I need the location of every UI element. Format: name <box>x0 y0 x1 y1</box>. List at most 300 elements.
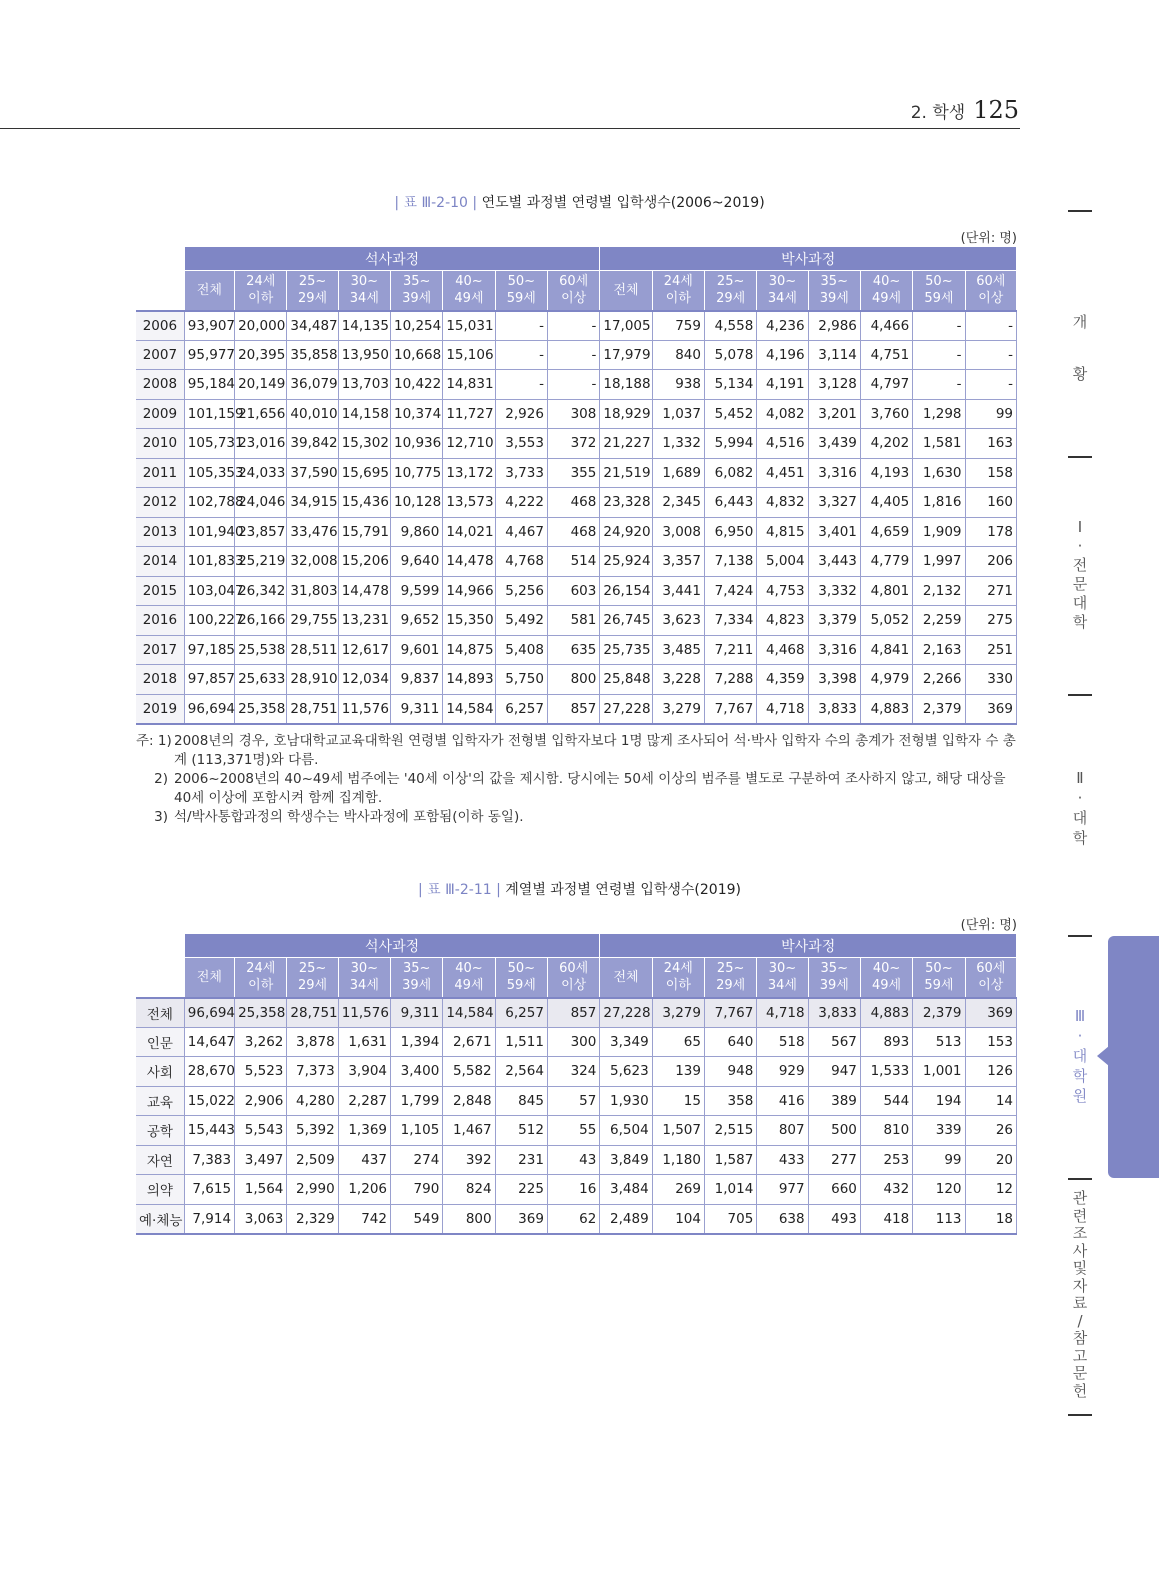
table-cell: 4,823 <box>757 606 808 636</box>
table-cell: 5,134 <box>704 370 756 400</box>
table-cell: 34,915 <box>287 488 338 518</box>
table-cell: 62 <box>547 1204 599 1234</box>
table-cell: 26,342 <box>235 576 287 606</box>
table-cell: 1,511 <box>495 1027 547 1057</box>
column-header: 25~ 29세 <box>704 958 756 998</box>
column-header: 35~ 39세 <box>391 271 443 311</box>
side-index-char: 개 <box>1072 313 1088 331</box>
table-cell: 3,228 <box>652 665 704 695</box>
table-cell: 2,329 <box>287 1204 338 1234</box>
row-header: 2013 <box>136 517 184 547</box>
table-cell: 32,008 <box>287 547 338 577</box>
table-cell: 518 <box>757 1027 808 1057</box>
table-cell: 21,519 <box>600 458 652 488</box>
table-cell: 437 <box>338 1145 390 1175</box>
table-cell: 104 <box>652 1204 704 1234</box>
table-cell: 4,280 <box>287 1086 338 1116</box>
table-cell: 1,631 <box>338 1027 390 1057</box>
table-cell: 1,533 <box>860 1057 912 1087</box>
table-cell: 3,849 <box>600 1145 652 1175</box>
table-cell: 4,779 <box>860 547 912 577</box>
table-cell: 1,037 <box>652 399 704 429</box>
table-cell: 3,485 <box>652 635 704 665</box>
row-header: 2015 <box>136 576 184 606</box>
table-cell: 2,379 <box>913 694 965 724</box>
table-cell: 759 <box>652 311 704 341</box>
table-cell: 9,311 <box>391 998 443 1028</box>
column-header: 40~ 49세 <box>443 271 495 311</box>
column-header: 35~ 39세 <box>808 271 860 311</box>
table-cell: 25,538 <box>235 635 287 665</box>
table-cell: 11,576 <box>338 998 390 1028</box>
table-cell: 840 <box>652 340 704 370</box>
table-cell: 4,659 <box>860 517 912 547</box>
table-row <box>136 311 1017 341</box>
table-cell: 4,359 <box>757 665 808 695</box>
table-cell: 57 <box>547 1086 599 1116</box>
table-cell: 15,022 <box>184 1086 234 1116</box>
table-cell: 26,166 <box>235 606 287 636</box>
table-cell: 15,031 <box>443 311 495 341</box>
table-cell: 178 <box>965 517 1016 547</box>
table-cell: 5,994 <box>704 429 756 459</box>
table-cell: 790 <box>391 1175 443 1205</box>
column-header: 60세 이상 <box>965 958 1016 998</box>
table-row <box>136 488 1017 518</box>
column-header: 50~ 59세 <box>495 271 547 311</box>
table-cell: - <box>495 340 547 370</box>
table-cell: 857 <box>547 694 599 724</box>
table-cell: 4,558 <box>704 311 756 341</box>
table-cell: 640 <box>704 1027 756 1057</box>
table-cell: 3,379 <box>808 606 860 636</box>
table2-unit: (단위: 명) <box>960 918 1017 933</box>
table-cell: 824 <box>443 1175 495 1205</box>
table-cell: 103,047 <box>184 576 234 606</box>
table-cell: 277 <box>808 1145 860 1175</box>
table2-caption-title: 계열별 과정별 연령별 입학생수(2019) <box>505 882 741 898</box>
side-index-char: · <box>1077 1027 1083 1045</box>
column-header: 24세 이하 <box>652 958 704 998</box>
table-cell: 1,180 <box>652 1145 704 1175</box>
table-cell: 358 <box>704 1086 756 1116</box>
table-cell: 96,694 <box>184 998 234 1028</box>
table-cell: 26,745 <box>600 606 652 636</box>
table-cell: 2,509 <box>287 1145 338 1175</box>
column-header: 50~ 59세 <box>913 958 965 998</box>
column-header: 전체 <box>600 271 652 311</box>
column-header: 30~ 34세 <box>757 271 808 311</box>
table-cell: 947 <box>808 1057 860 1087</box>
side-rule <box>1068 1414 1092 1416</box>
table-cell: 10,422 <box>391 370 443 400</box>
table-cell: 15 <box>652 1086 704 1116</box>
table-cell: 26 <box>965 1116 1016 1146</box>
table-cell: 15,436 <box>338 488 390 518</box>
table-cell: 6,257 <box>495 694 547 724</box>
table-cell: 24,033 <box>235 458 287 488</box>
table-cell: 97,857 <box>184 665 234 695</box>
table-cell: 5,543 <box>235 1116 287 1146</box>
table-cell: 23,857 <box>235 517 287 547</box>
table-cell: 25,924 <box>600 547 652 577</box>
table-cell: 206 <box>965 547 1016 577</box>
table-cell: 3,833 <box>808 694 860 724</box>
side-index-char: 대 <box>1072 809 1088 827</box>
side-rule <box>1068 935 1092 937</box>
table-row <box>136 576 1017 606</box>
table-cell: 28,511 <box>287 635 338 665</box>
table-cell: 2,489 <box>600 1204 652 1234</box>
table-cell: 9,311 <box>391 694 443 724</box>
side-item-references[interactable] <box>1068 1190 1092 1400</box>
side-index-char: Ⅲ <box>1074 1007 1086 1025</box>
table-cell: 4,797 <box>860 370 912 400</box>
table-cell: 3,262 <box>235 1027 287 1057</box>
table-cell: 3,357 <box>652 547 704 577</box>
table-cell: 35,858 <box>287 340 338 370</box>
table-row <box>136 1027 1017 1057</box>
table-cell: 369 <box>495 1204 547 1234</box>
table-cell: 4,753 <box>757 576 808 606</box>
table-cell: 101,940 <box>184 517 234 547</box>
table-cell: 18,188 <box>600 370 652 400</box>
table-cell: 271 <box>965 576 1016 606</box>
table-cell: - <box>965 311 1016 341</box>
row-header: 2010 <box>136 429 184 459</box>
table-cell: 14,893 <box>443 665 495 695</box>
side-item-overview[interactable] <box>1068 296 1092 400</box>
table-row <box>136 1175 1017 1205</box>
row-header: 2006 <box>136 311 184 341</box>
table-cell: 55 <box>547 1116 599 1146</box>
side-index-char: 련 <box>1072 1206 1088 1225</box>
side-index-char: Ⅰ <box>1077 518 1083 536</box>
table-cell: 3,904 <box>338 1057 390 1087</box>
table-cell: 23,016 <box>235 429 287 459</box>
row-header: 2012 <box>136 488 184 518</box>
table-cell: 369 <box>965 998 1016 1028</box>
table-cell: - <box>547 340 599 370</box>
table-cell: 251 <box>965 635 1016 665</box>
table-cell: 25,848 <box>600 665 652 695</box>
table-cell: 3,316 <box>808 635 860 665</box>
row-header: 사회 <box>136 1057 184 1087</box>
table-cell: 807 <box>757 1116 808 1146</box>
table-cell: 7,211 <box>704 635 756 665</box>
table-cell: 231 <box>495 1145 547 1175</box>
table-row <box>136 399 1017 429</box>
row-header: 2016 <box>136 606 184 636</box>
table-cell: 7,138 <box>704 547 756 577</box>
table2 <box>136 933 1017 1235</box>
table-cell: 95,977 <box>184 340 234 370</box>
row-header: 자연 <box>136 1145 184 1175</box>
column-header: 24세 이하 <box>235 958 287 998</box>
table-cell: 10,254 <box>391 311 443 341</box>
table-cell: 432 <box>860 1175 912 1205</box>
table-cell: 28,751 <box>287 694 338 724</box>
table-cell: 15,302 <box>338 429 390 459</box>
table-cell: 1,909 <box>913 517 965 547</box>
table-cell: 3,443 <box>808 547 860 577</box>
table-cell: 163 <box>965 429 1016 459</box>
table-cell: 2,259 <box>913 606 965 636</box>
row-header: 2018 <box>136 665 184 695</box>
table-cell: - <box>913 311 965 341</box>
group-doctor-header: 박사과정 <box>600 934 1017 958</box>
table-cell: 5,256 <box>495 576 547 606</box>
page-number: 125 <box>973 96 1019 124</box>
table-cell: 544 <box>860 1086 912 1116</box>
table-cell: 3,439 <box>808 429 860 459</box>
table-cell: 26,154 <box>600 576 652 606</box>
side-index-char: 참 <box>1072 1329 1088 1347</box>
table-cell: 10,374 <box>391 399 443 429</box>
table-cell: 500 <box>808 1116 860 1146</box>
table-cell: 95,184 <box>184 370 234 400</box>
table-cell: 15,791 <box>338 517 390 547</box>
row-header: 2014 <box>136 547 184 577</box>
table-cell: 13,573 <box>443 488 495 518</box>
table-cell: 4,466 <box>860 311 912 341</box>
table-cell: 4,191 <box>757 370 808 400</box>
table-cell: 938 <box>652 370 704 400</box>
side-index-char: 자 <box>1072 1276 1088 1295</box>
table-row <box>136 1057 1017 1087</box>
column-header: 24세 이하 <box>652 271 704 311</box>
side-item-graduate-school[interactable] <box>1068 1006 1092 1106</box>
table-row <box>136 1116 1017 1146</box>
table-cell: 416 <box>757 1086 808 1116</box>
table-row <box>136 1145 1017 1175</box>
table-cell: 512 <box>495 1116 547 1146</box>
table-cell: 34,487 <box>287 311 338 341</box>
table-cell: 225 <box>495 1175 547 1205</box>
table-cell: 43 <box>547 1145 599 1175</box>
table-row <box>136 694 1017 724</box>
note-1-text: 2008년의 경우, 호남대학교교육대학원 연령별 입학자가 전형별 입학자보다 1명 많게 조사되어 석·박사 입학자 수의 총계가 전형별 입학자 수 총계 (113,371명)와 다름. <box>174 733 1016 768</box>
table-cell: 3,497 <box>235 1145 287 1175</box>
table-cell: 4,718 <box>757 998 808 1028</box>
table-cell: 5,078 <box>704 340 756 370</box>
corner-cell <box>136 271 184 311</box>
table-cell: 25,358 <box>235 998 287 1028</box>
table-cell: 101,833 <box>184 547 234 577</box>
table-cell: 3,441 <box>652 576 704 606</box>
table-cell: 4,841 <box>860 635 912 665</box>
note-2-text: 2006~2008년의 40~49세 범주에는 '40세 이상'의 값을 제시함. 당시에는 50세 이상의 범주를 별도로 구분하여 조사하지 않고, 해당 대상을 40세 이상에 포함시켜 함께 집계함. <box>174 771 1006 806</box>
table-cell: 253 <box>860 1145 912 1175</box>
table-cell: 3,063 <box>235 1204 287 1234</box>
table-cell: 65 <box>652 1027 704 1057</box>
side-index-char: 문 <box>1072 575 1088 593</box>
column-header: 30~ 34세 <box>338 271 390 311</box>
row-header: 2019 <box>136 694 184 724</box>
group-doctor-header: 박사과정 <box>600 247 1017 271</box>
table-cell: - <box>913 370 965 400</box>
side-index-char: 사 <box>1072 1241 1088 1260</box>
table-cell: 39,842 <box>287 429 338 459</box>
table1-caption <box>0 192 1159 212</box>
table-cell: 6,504 <box>600 1116 652 1146</box>
column-header: 30~ 34세 <box>757 958 808 998</box>
table-cell: 12 <box>965 1175 1016 1205</box>
table-cell: 1,630 <box>913 458 965 488</box>
table-cell: 4,202 <box>860 429 912 459</box>
table-cell: 330 <box>965 665 1016 695</box>
table-cell: 14,584 <box>443 998 495 1028</box>
table-cell: 513 <box>913 1027 965 1057</box>
table-cell: 275 <box>965 606 1016 636</box>
table-cell: 3,349 <box>600 1027 652 1057</box>
table-cell: 3,733 <box>495 458 547 488</box>
table-cell: 7,615 <box>184 1175 234 1205</box>
side-index-char: 황 <box>1072 365 1088 383</box>
table-cell: 3,327 <box>808 488 860 518</box>
table-cell: 3,484 <box>600 1175 652 1205</box>
side-index-char: 조 <box>1072 1224 1088 1242</box>
table-cell: 12,617 <box>338 635 390 665</box>
row-header: 2007 <box>136 340 184 370</box>
side-index-char: 학 <box>1072 829 1088 847</box>
side-index-char: · <box>1077 789 1083 807</box>
table-cell: 36,079 <box>287 370 338 400</box>
table-row <box>136 370 1017 400</box>
table-cell: 274 <box>391 1145 443 1175</box>
table-cell: 12,710 <box>443 429 495 459</box>
side-index-char: 학 <box>1072 613 1088 631</box>
table-cell: 2,990 <box>287 1175 338 1205</box>
table-cell: 2,671 <box>443 1027 495 1057</box>
table-cell: 11,727 <box>443 399 495 429</box>
side-index-char: / <box>1077 1311 1083 1330</box>
note-prefix: 주: 1) <box>136 733 172 749</box>
table-cell: 10,936 <box>391 429 443 459</box>
table-cell: 97,185 <box>184 635 234 665</box>
table-cell: 4,751 <box>860 340 912 370</box>
table-cell: 2,287 <box>338 1086 390 1116</box>
table-cell: 1,298 <box>913 399 965 429</box>
table-cell: 1,507 <box>652 1116 704 1146</box>
table-row <box>136 665 1017 695</box>
table-cell: 581 <box>547 606 599 636</box>
table-cell: 392 <box>443 1145 495 1175</box>
table-cell: 15,106 <box>443 340 495 370</box>
side-rule <box>1068 694 1092 696</box>
table-cell: 4,467 <box>495 517 547 547</box>
table-cell: 14,647 <box>184 1027 234 1057</box>
column-header: 40~ 49세 <box>860 271 912 311</box>
table-cell: 3,279 <box>652 998 704 1028</box>
table1-notes <box>136 732 1026 827</box>
table-cell: 40,010 <box>287 399 338 429</box>
table-cell: 800 <box>547 665 599 695</box>
table-cell: 4,196 <box>757 340 808 370</box>
table-cell: 93,907 <box>184 311 234 341</box>
table-cell: 7,424 <box>704 576 756 606</box>
table-cell: 2,132 <box>913 576 965 606</box>
table-cell: 1,332 <box>652 429 704 459</box>
table-cell: 1,581 <box>913 429 965 459</box>
table-cell: 99 <box>965 399 1016 429</box>
column-header: 전체 <box>184 271 234 311</box>
table-cell: 1,001 <box>913 1057 965 1087</box>
table-cell: 100,227 <box>184 606 234 636</box>
side-index-char: 문 <box>1072 1364 1088 1382</box>
side-index-char: 료 <box>1072 1294 1088 1312</box>
table-cell: 10,775 <box>391 458 443 488</box>
column-header: 전체 <box>184 958 234 998</box>
table2-caption-tag: | 표 Ⅲ-2-11 | <box>418 882 501 898</box>
side-index-char: 학 <box>1072 1067 1088 1085</box>
table-cell: 1,014 <box>704 1175 756 1205</box>
table-cell: 14 <box>965 1086 1016 1116</box>
side-item-college[interactable] <box>1068 518 1092 632</box>
table-cell: 4,718 <box>757 694 808 724</box>
row-header: 예·체능 <box>136 1204 184 1234</box>
table-cell: 9,652 <box>391 606 443 636</box>
table-cell: 3,400 <box>391 1057 443 1087</box>
table-cell: 603 <box>547 576 599 606</box>
table-cell: 3,201 <box>808 399 860 429</box>
side-item-university[interactable] <box>1068 768 1092 848</box>
table-cell: 3,114 <box>808 340 860 370</box>
table-cell: 13,950 <box>338 340 390 370</box>
table-cell: 37,590 <box>287 458 338 488</box>
table-cell: 5,492 <box>495 606 547 636</box>
table-cell: 158 <box>965 458 1016 488</box>
table-cell: 6,257 <box>495 998 547 1028</box>
table-cell: 153 <box>965 1027 1016 1057</box>
side-index-char: · <box>1077 537 1083 555</box>
side-index-char: 전 <box>1072 556 1088 574</box>
table-cell: 3,553 <box>495 429 547 459</box>
table-cell: 101,159 <box>184 399 234 429</box>
table-cell: 10,128 <box>391 488 443 518</box>
table-cell: 20,149 <box>235 370 287 400</box>
table-cell: 635 <box>547 635 599 665</box>
table-cell: 102,788 <box>184 488 234 518</box>
table-cell: 3,878 <box>287 1027 338 1057</box>
table-cell: 4,883 <box>860 998 912 1028</box>
table-cell: 355 <box>547 458 599 488</box>
table-cell: 2,345 <box>652 488 704 518</box>
table-cell: 15,443 <box>184 1116 234 1146</box>
side-index-char: 고 <box>1072 1346 1088 1365</box>
table-cell: 4,801 <box>860 576 912 606</box>
row-header: 교육 <box>136 1086 184 1116</box>
table-row <box>136 429 1017 459</box>
corner-cell <box>136 958 184 998</box>
table-cell: 4,451 <box>757 458 808 488</box>
row-header: 의약 <box>136 1175 184 1205</box>
table-cell: 21,227 <box>600 429 652 459</box>
table-cell: 7,767 <box>704 998 756 1028</box>
table-cell: 9,601 <box>391 635 443 665</box>
header-rule <box>0 128 1020 129</box>
table-cell: 33,476 <box>287 517 338 547</box>
table-cell: 2,266 <box>913 665 965 695</box>
table-cell: 1,997 <box>913 547 965 577</box>
table-cell: 15,695 <box>338 458 390 488</box>
side-rule <box>1068 456 1092 458</box>
note-2 <box>136 770 1026 808</box>
table-cell: 11,576 <box>338 694 390 724</box>
table-cell: 4,516 <box>757 429 808 459</box>
table-cell: 339 <box>913 1116 965 1146</box>
table-cell: 2,906 <box>235 1086 287 1116</box>
